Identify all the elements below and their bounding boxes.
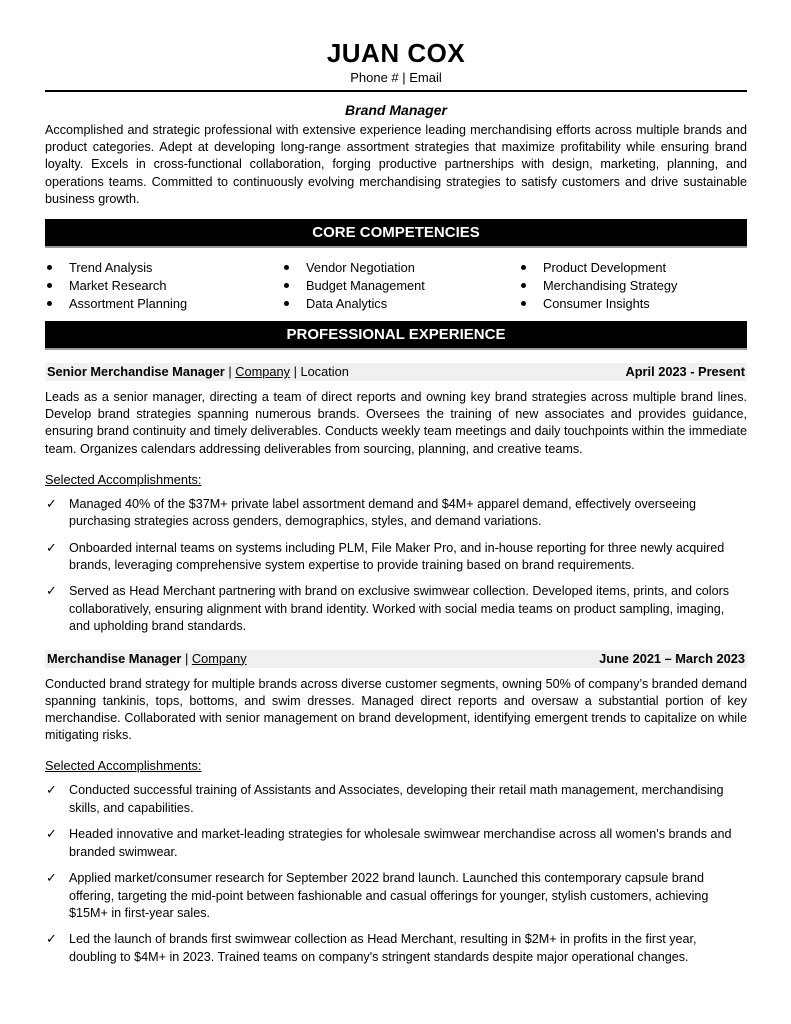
candidate-name: JUAN COX [326, 38, 466, 68]
accomplishment-text: Managed 40% of the $37M+ private label assortment demand and $4M+ apparel demand, effectively overseeing purchasing strategies across genders, demographics, styles, and demand variations. [69, 496, 697, 529]
job-title: Senior Merchandise Manager [47, 364, 225, 380]
competency-item [282, 295, 519, 312]
competency-item [45, 259, 282, 276]
checkmark-icon: ✓ [46, 584, 57, 600]
resume-page [45, 0, 747, 966]
accomplishments-list [45, 496, 747, 636]
accomplishment-text: Headed innovative and market-leading strategies for wholesale swimwear merchandise across all women's brands and branded swimwear. [69, 827, 732, 859]
competencies-grid [45, 259, 747, 312]
accomplishment-item [45, 870, 747, 922]
competency-item [519, 277, 747, 294]
header-divider [45, 90, 747, 92]
competency-label: Market Research [69, 278, 167, 294]
accomplishment-item [45, 931, 747, 966]
job-location: Location [300, 364, 349, 380]
accomplishments-heading: Selected Accomplishments: [45, 758, 202, 774]
competency-label: Product Development [543, 260, 667, 276]
bullet-icon [521, 265, 526, 270]
bullet-icon [284, 283, 289, 288]
competency-label: Merchandising Strategy [543, 278, 678, 294]
summary-paragraph: Accomplished and strategic professional with extensive experience leading merchandising efforts across multiple brands and product categories. Adept at developing long-range assortment strategies that maximize profitability while ensuring brand loyalty. Excels in cross-functional collaboration, forging productive partnerships with design, marketing, planning, and operations teams. Committed to continuously evolving merchandising strategies to satisfy customers and drive sustainable business growth. [45, 123, 747, 206]
competency-item [282, 259, 519, 276]
accomplishment-text: Conducted successful training of Assistants and Associates, developing their retail math management, merchandising skills, and capabilities. [69, 783, 724, 815]
checkmark-icon: ✓ [46, 496, 57, 512]
bullet-icon [47, 301, 52, 306]
checkmark-icon: ✓ [46, 540, 57, 556]
bullet-icon [284, 301, 289, 306]
accomplishment-text: Led the launch of brands first swimwear collection as Head Merchant, resulting in $2M+ in profits in the first year, doubling to $4M+ in 2023. Trained teams on company's stringent standards despite major operational changes. [69, 932, 697, 964]
company-name: Company [235, 364, 291, 380]
professional-experience-heading: PROFESSIONAL EXPERIENCE [45, 321, 747, 350]
competency-item [45, 295, 282, 312]
accomplishment-item [45, 826, 747, 861]
bullet-icon [47, 265, 52, 270]
job-title: Merchandise Manager [47, 650, 182, 666]
job-header-senior-merchandise-manager [45, 363, 747, 381]
checkmark-icon: ✓ [46, 871, 57, 887]
accomplishment-text: Onboarded internal teams on systems including PLM, File Maker Pro, and in-house reporting for three newly acquired brands, leveraging comprehensive system expertise to provide training based on brand requirements. [69, 540, 725, 573]
competency-item [45, 277, 282, 294]
accomplishments-list [45, 782, 747, 966]
separator: | [181, 650, 192, 666]
accomplishment-item [45, 583, 747, 635]
competency-label: Vendor Negotiation [306, 260, 415, 276]
job-dates: April 2023 - Present [625, 364, 745, 380]
contact-line: Phone # | Email [350, 70, 442, 85]
bullet-icon [521, 283, 526, 288]
core-competencies-heading: CORE COMPETENCIES [45, 219, 747, 248]
competency-item [519, 295, 747, 312]
checkmark-icon: ✓ [46, 783, 57, 799]
separator: | [290, 364, 301, 380]
checkmark-icon: ✓ [46, 827, 57, 843]
checkmark-icon: ✓ [46, 932, 57, 948]
competency-label: Trend Analysis [69, 260, 153, 276]
competency-label: Consumer Insights [543, 296, 650, 312]
accomplishment-text: Served as Head Merchant partnering with brand on exclusive swimwear collection. Developed items, prints, and colors collaboratively, ensuring alignment with brand identity. Worked with social media teams on product sampling, imaging, and upholding brand standards. [69, 584, 730, 634]
target-job-title: Brand Manager [345, 102, 447, 118]
competency-label: Budget Management [306, 278, 425, 294]
job-header-merchandise-manager [45, 650, 747, 668]
competency-label: Assortment Planning [69, 296, 188, 312]
accomplishment-text: Applied market/consumer research for September 2022 brand launch. Launched this contemporary capsule brand offering, targeting the mid-point between fashionable and casual offerings for younger, stylish customers, achieving $15M+ in first-year sales. [69, 871, 709, 920]
job-title-line [47, 650, 247, 668]
job-title-line [47, 363, 349, 381]
company-name: Company [191, 650, 247, 666]
job-description: Conducted brand strategy for multiple brands across diverse customer segments, owning 50% of company’s branded demand spanning tankinis, tops, bottoms, and swim dresses. Managed direct reports and oversaw a substantial portion of key merchandise. Collaborated with senior management on brand development, identifying emergent trends to capitalize on while mitigating risks. [45, 676, 747, 743]
separator: | [224, 364, 236, 380]
competency-label: Data Analytics [306, 296, 388, 312]
accomplishments-heading: Selected Accomplishments: [45, 471, 202, 487]
competency-item [282, 277, 519, 294]
accomplishment-item [45, 496, 747, 531]
job-description: Leads as a senior manager, directing a team of direct reports and owning key brand strategies across multiple brand lines. Develop brand strategies spanning numerous brands. Oversees the training of new associates and provides guidance, ensuring brand continuity and timely deliverables. Conducts weekly team meetings and daily touchpoints within the immediate team. Organizes calendars addressing deliverables from sourcing, planning, and creative teams. [45, 390, 747, 456]
accomplishment-item [45, 540, 747, 575]
job-dates: June 2021 – March 2023 [599, 650, 745, 666]
bullet-icon [47, 283, 52, 288]
competency-item [519, 259, 747, 276]
bullet-icon [284, 265, 289, 270]
accomplishment-item [45, 782, 747, 817]
bullet-icon [521, 301, 526, 306]
